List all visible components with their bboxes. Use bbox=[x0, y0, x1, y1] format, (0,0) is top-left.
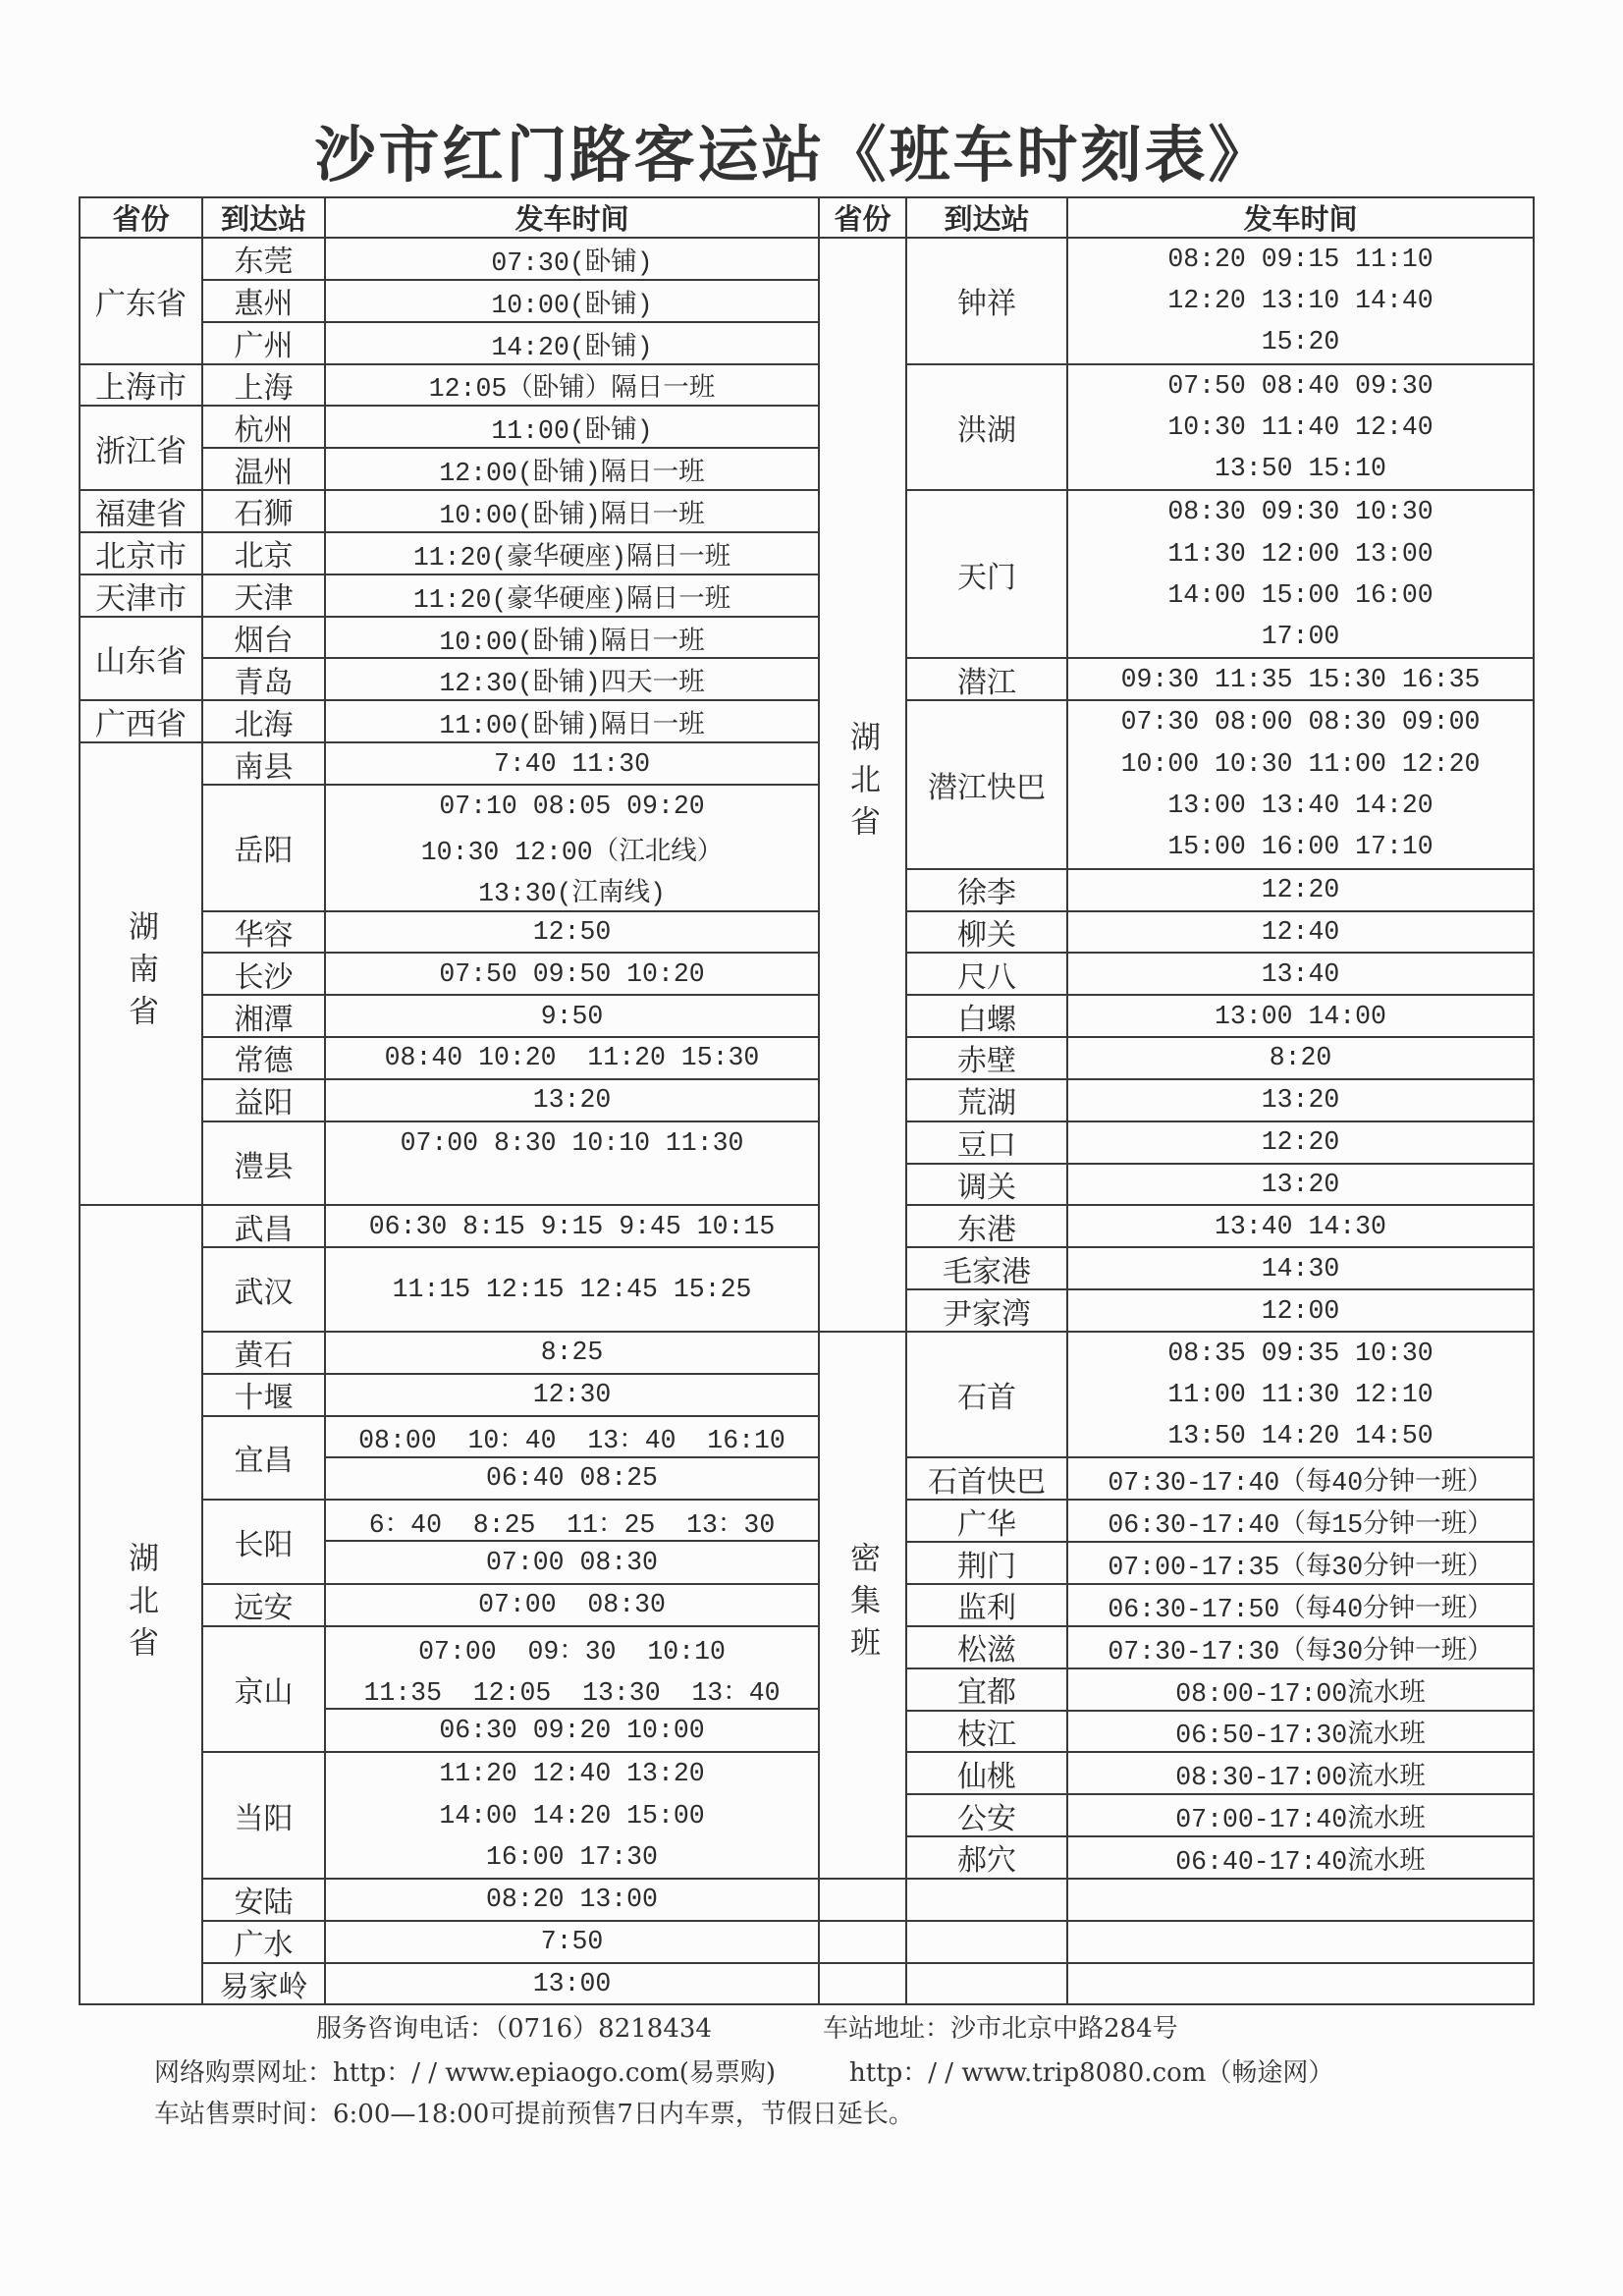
departure-time-line: 6：40 8:25 11：25 13：30 bbox=[326, 1501, 818, 1542]
station-cell: 荆门 bbox=[907, 1543, 1068, 1585]
departure-time-line: 08:35 09:35 10:30 bbox=[1167, 1339, 1434, 1369]
station-cell: 杭州 bbox=[203, 407, 326, 449]
station-cell: 澧县 bbox=[203, 1122, 326, 1207]
station-cell: 潜江 bbox=[907, 659, 1068, 701]
station-cell: 郝穴 bbox=[907, 1837, 1068, 1880]
departure-time-line: 13:50 14:20 14:50 bbox=[1167, 1421, 1434, 1451]
station-cell: 南县 bbox=[203, 743, 326, 786]
departure-times-cell bbox=[1068, 870, 1535, 912]
province-name: 山东省 bbox=[95, 643, 187, 680]
departure-time-line: 15:00 16:00 17:10 bbox=[1167, 832, 1434, 862]
departure-time-line: 11:15 12:15 12:45 15:25 bbox=[392, 1275, 752, 1305]
header-station: 到达站 bbox=[907, 198, 1068, 239]
departure-time-line: 12:30 bbox=[532, 1380, 612, 1410]
province-cell bbox=[81, 743, 203, 1206]
station-cell: 广华 bbox=[907, 1501, 1068, 1543]
station-cell: 柳关 bbox=[907, 912, 1068, 955]
departure-time-line: 13:00 bbox=[532, 1969, 612, 1999]
departure-times-cell bbox=[1068, 1248, 1535, 1290]
departure-times-cell bbox=[326, 912, 820, 955]
station-cell: 石狮 bbox=[203, 491, 326, 533]
province-cell bbox=[81, 533, 203, 575]
departure-times-cell bbox=[1068, 1795, 1535, 1837]
departure-time-line: 06:40 08:25 bbox=[486, 1463, 658, 1494]
station-cell: 惠州 bbox=[203, 281, 326, 323]
departure-time-line: 13:20 bbox=[1261, 1085, 1340, 1116]
departure-times-cell bbox=[326, 407, 820, 449]
station-cell: 温州 bbox=[203, 449, 326, 491]
station-cell: 岳阳 bbox=[203, 786, 326, 912]
station-cell: 烟台 bbox=[203, 618, 326, 660]
departure-times-cell bbox=[1068, 996, 1535, 1038]
station-cell: 北京 bbox=[203, 533, 326, 575]
departure-times-cell bbox=[1068, 954, 1535, 996]
departure-time-line: 07:30(卧铺) bbox=[491, 247, 653, 278]
departure-time-line: 13:00 14:00 bbox=[1215, 1001, 1386, 1031]
station-address: 车站地址：沙市北京中路284号 bbox=[823, 2014, 1178, 2044]
station-cell: 仙桃 bbox=[907, 1753, 1068, 1795]
station-cell: 上海 bbox=[203, 365, 326, 408]
departure-times-cell bbox=[1068, 1585, 1535, 1627]
province-cell bbox=[81, 407, 203, 491]
departure-times-cell bbox=[326, 1375, 820, 1417]
departure-time-line: 08:20 13:00 bbox=[486, 1885, 658, 1915]
province-cell bbox=[81, 365, 203, 408]
departure-times-cell bbox=[1068, 1458, 1535, 1501]
station-cell: 广州 bbox=[203, 323, 326, 365]
province-name: 广东省 bbox=[95, 286, 187, 322]
departure-times-cell bbox=[326, 1585, 820, 1627]
station-cell: 青岛 bbox=[203, 659, 326, 701]
station-cell: 益阳 bbox=[203, 1080, 326, 1122]
departure-time-line: 10:00(卧铺)隔日一班 bbox=[439, 500, 705, 530]
station-cell: 天门 bbox=[907, 491, 1068, 659]
station-cell: 宜昌 bbox=[203, 1417, 326, 1502]
departure-time-line: 07:50 09:50 10:20 bbox=[439, 958, 705, 989]
departure-times-cell bbox=[326, 743, 820, 786]
station-cell: 长沙 bbox=[203, 954, 326, 996]
departure-time-line: 10:00(卧铺)隔日一班 bbox=[439, 627, 705, 657]
station-cell: 北海 bbox=[203, 701, 326, 743]
station-cell: 湘潭 bbox=[203, 996, 326, 1038]
province-cell bbox=[81, 491, 203, 533]
departure-times-cell bbox=[326, 533, 820, 575]
departure-times-cell bbox=[326, 1922, 820, 1964]
departure-times-cell bbox=[326, 1880, 820, 1922]
province-cell bbox=[81, 618, 203, 702]
header-province: 省份 bbox=[820, 198, 907, 239]
station-cell: 宜都 bbox=[907, 1669, 1068, 1712]
departure-times-cell bbox=[1068, 1206, 1535, 1248]
station-cell: 公安 bbox=[907, 1795, 1068, 1837]
station-cell: 广水 bbox=[203, 1922, 326, 1964]
departure-times-cell bbox=[1068, 1627, 1535, 1669]
departure-time-line: 11:00(卧铺)隔日一班 bbox=[439, 711, 705, 741]
departure-time-line: 10:30 12:00（江北线） bbox=[420, 837, 724, 867]
empty-cell bbox=[820, 1964, 907, 2006]
ticket-website-epiaogo: 网络购票网址：http：/ / www.epiaogo.com(易票购) bbox=[154, 2058, 777, 2088]
departure-times-cell bbox=[1068, 1080, 1535, 1122]
station-cell: 东莞 bbox=[203, 239, 326, 281]
station-cell: 监利 bbox=[907, 1585, 1068, 1627]
header-departure-time: 发车时间 bbox=[326, 198, 820, 239]
station-cell: 豆口 bbox=[907, 1122, 1068, 1165]
departure-times-cell bbox=[326, 701, 820, 743]
departure-time-line: 07:50 08:40 09:30 bbox=[1167, 370, 1434, 401]
departure-time-line: 11:20(豪华硬座)隔日一班 bbox=[412, 542, 731, 573]
departure-times-cell bbox=[1068, 1837, 1535, 1880]
departure-time-line: 07:00 8:30 10:10 11:30 bbox=[400, 1128, 744, 1159]
departure-time-line: 11:30 12:00 13:00 bbox=[1167, 538, 1434, 569]
departure-time-line: 14:20(卧铺) bbox=[491, 332, 653, 362]
departure-times-cell bbox=[326, 281, 820, 323]
departure-times-cell bbox=[326, 1753, 820, 1880]
departure-time-line: 06:40-17:40流水班 bbox=[1175, 1846, 1426, 1877]
departure-time-line: 09:30 11:35 15:30 16:35 bbox=[1120, 664, 1481, 694]
station-cell: 荒湖 bbox=[907, 1080, 1068, 1122]
departure-times-cell bbox=[1068, 1543, 1535, 1585]
departure-times-cell bbox=[326, 449, 820, 491]
departure-time-line: 12:40 bbox=[1261, 916, 1340, 947]
departure-times-cell bbox=[326, 239, 820, 281]
departure-time-line: 07:00-17:35（每30分钟一班） bbox=[1108, 1553, 1493, 1583]
province-cell bbox=[820, 1333, 907, 1880]
ticket-sale-hours: 车站售票时间：6:00—18:00可提前预售7日内车票，节假日延长。 bbox=[154, 2100, 914, 2129]
departure-times-cell bbox=[1068, 1333, 1535, 1459]
station-cell: 枝江 bbox=[907, 1712, 1068, 1754]
station-cell: 潜江快巴 bbox=[907, 701, 1068, 869]
province-name: 浙江省 bbox=[95, 433, 187, 469]
station-cell: 尹家湾 bbox=[907, 1290, 1068, 1333]
departure-time-line: 08:00-17:00流水班 bbox=[1175, 1678, 1426, 1709]
departure-time-line: 11:20(豪华硬座)隔日一班 bbox=[412, 584, 731, 615]
departure-times-cell bbox=[326, 659, 820, 701]
departure-times-cell bbox=[326, 491, 820, 533]
departure-time-line: 06:50-17:30流水班 bbox=[1175, 1721, 1426, 1751]
station-cell: 石首 bbox=[907, 1333, 1068, 1459]
empty-cell bbox=[820, 1922, 907, 1964]
departure-time-line: 08:00 10：40 13：40 16:10 bbox=[326, 1417, 818, 1458]
station-cell: 十堰 bbox=[203, 1375, 326, 1417]
province-cell bbox=[820, 239, 907, 1333]
departure-time-line: 16:00 17:30 bbox=[486, 1841, 658, 1872]
station-cell: 石首快巴 bbox=[907, 1458, 1068, 1501]
empty-cell bbox=[820, 1880, 907, 1922]
departure-times-cell bbox=[1068, 1038, 1535, 1080]
departure-times-cell bbox=[326, 1248, 820, 1333]
province-name: 上海市 bbox=[95, 370, 187, 407]
province-cell bbox=[81, 701, 203, 743]
empty-cell bbox=[907, 1922, 1068, 1964]
departure-time-line: 8:20 bbox=[1269, 1043, 1332, 1073]
departure-time-line: 10:00(卧铺) bbox=[491, 290, 653, 320]
station-cell: 洪湖 bbox=[907, 365, 1068, 492]
departure-times-cell bbox=[1068, 659, 1535, 701]
departure-times-cell bbox=[1068, 701, 1535, 869]
station-cell: 武昌 bbox=[203, 1206, 326, 1248]
departure-time-line: 17:00 bbox=[1261, 622, 1340, 652]
departure-time-line: 12:20 13:10 14:40 bbox=[1167, 286, 1434, 316]
departure-time-line: 06:30 8:15 9:15 9:45 10:15 bbox=[368, 1211, 776, 1241]
departure-time-line: 13:20 bbox=[1261, 1169, 1340, 1199]
departure-time-line: 12:00 bbox=[1261, 1295, 1340, 1326]
station-cell: 常德 bbox=[203, 1038, 326, 1080]
station-cell: 赤壁 bbox=[907, 1038, 1068, 1080]
departure-time-line: 13:30(江南线) bbox=[478, 878, 666, 908]
empty-cell bbox=[907, 1880, 1068, 1922]
departure-time-line: 14:30 bbox=[1261, 1253, 1340, 1284]
timetable-left bbox=[79, 196, 820, 2005]
departure-time-line: 8:25 bbox=[540, 1338, 604, 1368]
station-cell: 华容 bbox=[203, 912, 326, 955]
province-cell bbox=[81, 1206, 203, 2005]
station-cell: 武汉 bbox=[203, 1248, 326, 1333]
station-cell: 易家岭 bbox=[203, 1964, 326, 2006]
departure-time-line: 08:30 09:30 10:30 bbox=[1167, 497, 1434, 527]
departure-time-line: 07:30-17:30（每30分钟一班） bbox=[1108, 1636, 1493, 1667]
departure-times-cell bbox=[1068, 912, 1535, 955]
departure-times-cell bbox=[326, 1038, 820, 1080]
departure-time-line: 12:20 bbox=[1261, 1127, 1340, 1158]
departure-time-line: 07:30-17:40（每40分钟一班） bbox=[1108, 1468, 1493, 1499]
province-name: 福建省 bbox=[95, 496, 187, 532]
station-cell: 当阳 bbox=[203, 1753, 326, 1880]
province-cell bbox=[81, 239, 203, 365]
province-name: 密集班 bbox=[844, 1541, 880, 1668]
departure-time-line: 13:20 bbox=[532, 1085, 612, 1116]
departure-times-cell bbox=[326, 1627, 820, 1754]
header-departure-time: 发车时间 bbox=[1068, 198, 1535, 239]
departure-time-line: 12:50 bbox=[532, 916, 612, 947]
station-cell: 尺八 bbox=[907, 954, 1068, 996]
departure-times-cell bbox=[326, 1080, 820, 1122]
departure-times-cell bbox=[1068, 1165, 1535, 1207]
departure-time-line: 11:00 11:30 12:10 bbox=[1167, 1380, 1434, 1410]
departure-time-line: 07:30 08:00 08:30 09:00 bbox=[1120, 707, 1481, 738]
empty-cell bbox=[1068, 1880, 1535, 1922]
departure-time-line: 13:40 14:30 bbox=[1215, 1211, 1386, 1241]
departure-time-line: 07:00 08:30 bbox=[486, 1548, 658, 1578]
departure-times-cell bbox=[1068, 1712, 1535, 1754]
ticket-website-trip8080: http：/ / www.trip8080.com（畅途网） bbox=[849, 2058, 1334, 2088]
departure-time-line: 10:30 11:40 12:40 bbox=[1167, 411, 1434, 442]
page-title: 沙市红门路客运站《班车时刻表》 bbox=[314, 119, 1272, 191]
departure-times-cell bbox=[326, 1122, 820, 1207]
station-cell: 钟祥 bbox=[907, 239, 1068, 365]
departure-time-line: 07:00 09：30 10:10 bbox=[418, 1637, 726, 1667]
station-cell: 安陆 bbox=[203, 1880, 326, 1922]
departure-time-line: 07:00-17:40流水班 bbox=[1175, 1805, 1426, 1835]
empty-cell bbox=[1068, 1922, 1535, 1964]
departure-times-cell bbox=[1068, 1501, 1535, 1543]
departure-time-line: 11:20 12:40 13:20 bbox=[439, 1759, 705, 1789]
departure-time-line: 08:20 09:15 11:10 bbox=[1167, 245, 1434, 275]
empty-cell bbox=[1068, 1964, 1535, 2006]
departure-times-cell bbox=[326, 996, 820, 1038]
departure-times-cell bbox=[1068, 1290, 1535, 1333]
departure-time-line: 14:00 15:00 16:00 bbox=[1167, 579, 1434, 610]
departure-times-cell bbox=[326, 618, 820, 660]
departure-time-line: 13:00 13:40 14:20 bbox=[1167, 791, 1434, 821]
departure-times-cell bbox=[1068, 1753, 1535, 1795]
station-cell: 松滋 bbox=[907, 1627, 1068, 1669]
departure-time-line: 11:35 12:05 13:30 13：40 bbox=[326, 1668, 818, 1710]
station-cell: 长阳 bbox=[203, 1501, 326, 1585]
province-name: 湖南省 bbox=[123, 910, 158, 1038]
departure-time-line: 13:50 15:10 bbox=[1215, 453, 1386, 483]
departure-times-cell bbox=[326, 1206, 820, 1248]
departure-time-line: 07:10 08:05 09:20 bbox=[439, 792, 705, 822]
departure-times-cell bbox=[1068, 239, 1535, 365]
departure-times-cell bbox=[326, 954, 820, 996]
province-cell bbox=[81, 575, 203, 618]
station-cell: 毛家港 bbox=[907, 1248, 1068, 1290]
station-cell: 白螺 bbox=[907, 996, 1068, 1038]
departure-time-line: 12:20 bbox=[1261, 875, 1340, 905]
service-phone: 服务咨询电话：（0716）8218434 bbox=[316, 2014, 712, 2044]
departure-time-line: 13:40 bbox=[1261, 958, 1340, 989]
station-cell: 远安 bbox=[203, 1585, 326, 1627]
departure-times-cell bbox=[326, 786, 820, 912]
departure-time-line: 11:00(卧铺) bbox=[491, 416, 653, 447]
departure-time-line: 12:00(卧铺)隔日一班 bbox=[439, 459, 705, 489]
departure-time-line: 08:40 10:20 11:20 15:30 bbox=[384, 1043, 760, 1073]
departure-times-cell bbox=[1068, 1122, 1535, 1165]
departure-times-cell bbox=[1068, 491, 1535, 659]
departure-times-cell bbox=[326, 323, 820, 365]
province-name: 湖北省 bbox=[844, 721, 880, 848]
province-name: 天津市 bbox=[95, 580, 187, 617]
departure-time-line: 07:00 08:30 bbox=[478, 1590, 666, 1620]
header-station: 到达站 bbox=[203, 198, 326, 239]
departure-times-cell bbox=[326, 1333, 820, 1375]
station-cell: 京山 bbox=[203, 1627, 326, 1754]
departure-time-line: 12:30(卧铺)四天一班 bbox=[439, 669, 705, 699]
departure-times-cell bbox=[1068, 1669, 1535, 1712]
departure-time-line: 12:05（卧铺）隔日一班 bbox=[428, 374, 716, 405]
province-name: 湖北省 bbox=[123, 1541, 158, 1668]
departure-time-line: 9:50 bbox=[540, 1001, 604, 1031]
departure-times-cell bbox=[326, 575, 820, 618]
header-province: 省份 bbox=[81, 198, 203, 239]
departure-times-cell bbox=[326, 1501, 820, 1585]
province-name: 北京市 bbox=[95, 538, 187, 574]
departure-times-cell bbox=[326, 1964, 820, 2006]
station-cell: 天津 bbox=[203, 575, 326, 618]
departure-time-line: 14:00 14:20 15:00 bbox=[439, 1800, 705, 1831]
departure-time-line: 15:20 bbox=[1261, 327, 1340, 357]
departure-time-line: 06:30-17:50（每40分钟一班） bbox=[1108, 1594, 1493, 1624]
station-cell: 东港 bbox=[907, 1206, 1068, 1248]
departure-times-cell bbox=[326, 365, 820, 408]
departure-times-cell bbox=[1068, 365, 1535, 492]
station-cell: 调关 bbox=[907, 1165, 1068, 1207]
empty-cell bbox=[907, 1964, 1068, 2006]
station-cell: 黄石 bbox=[203, 1333, 326, 1375]
province-name: 广西省 bbox=[95, 707, 187, 743]
departure-time-line: 08:30-17:00流水班 bbox=[1175, 1763, 1426, 1793]
departure-time-line: 10:00 10:30 11:00 12:20 bbox=[1120, 748, 1481, 779]
timetable-right bbox=[820, 196, 1535, 2005]
departure-time-line: 06:30-17:40（每15分钟一班） bbox=[1108, 1510, 1493, 1541]
departure-times-cell bbox=[326, 1417, 820, 1502]
station-cell: 徐李 bbox=[907, 870, 1068, 912]
departure-time-line: 7:50 bbox=[540, 1927, 604, 1957]
departure-time-line: 06:30 09:20 10:00 bbox=[439, 1716, 705, 1746]
departure-time-line: 7:40 11:30 bbox=[493, 748, 651, 779]
